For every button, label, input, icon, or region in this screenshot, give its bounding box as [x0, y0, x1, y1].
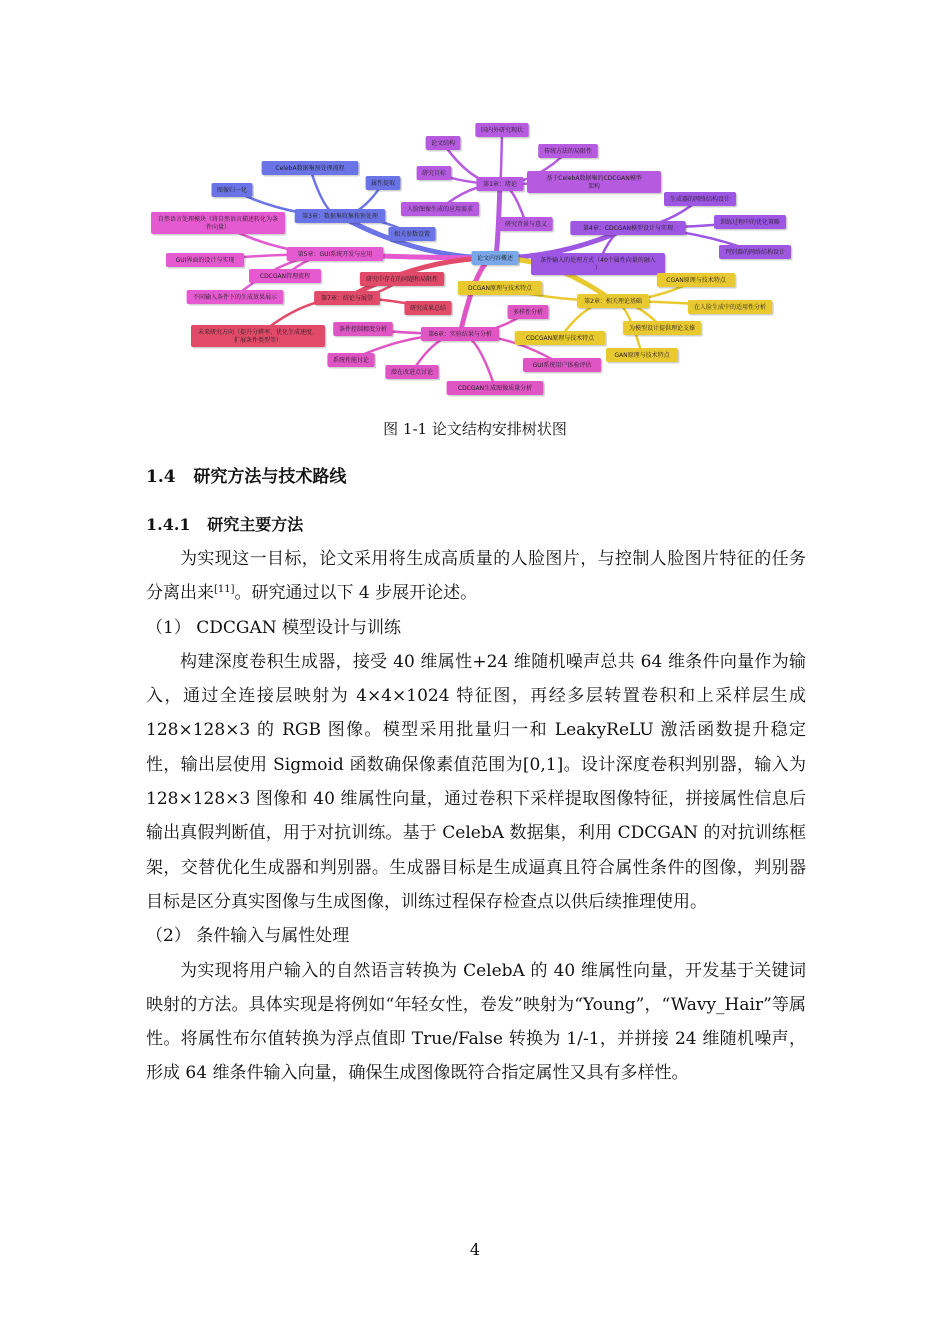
- mind-map-root-node: [471, 251, 520, 267]
- mind-map-leaf-node: [151, 212, 287, 236]
- branch-edge: [495, 184, 500, 258]
- mind-map-branch-node: [287, 247, 385, 263]
- list-item-2: （2） 条件输入与属性处理: [146, 926, 350, 947]
- mind-map-leaf-node-label: 自然语言处理模块（将自然语言描述转化为条: [157, 216, 279, 223]
- mind-map-leaf-node-label: DCGAN原理与技术特点: [467, 285, 533, 292]
- mind-map-leaf-node-label: 属性提取: [370, 180, 396, 187]
- mind-map-leaf-node: [664, 192, 738, 208]
- mind-map-leaf-node: [262, 161, 360, 177]
- page-number: 4: [469, 1240, 481, 1259]
- subsection-title: 研究主要方法: [207, 515, 304, 534]
- mind-map-leaf-node: [531, 253, 667, 277]
- body-text: [146, 542, 806, 1091]
- mind-map-leaf-node: [475, 123, 530, 139]
- mind-map-branch-node-label: 第5章：GUI系统开发与应用: [297, 251, 373, 258]
- mind-map-leaf-node-label: 研究中存在的问题和局限性: [365, 276, 439, 283]
- mind-map-leaf-node-label: 架构: [587, 183, 601, 190]
- mind-map-leaf-node: [515, 331, 607, 347]
- mind-map-leaf-node-label: 基于CelebA数据集的CDCGAN模型: [546, 175, 642, 182]
- mind-map-leaf-node-label: 不同输入条件下的生成效果展示: [192, 294, 278, 301]
- mind-map-leaf-node-label: 研究背景与意义: [504, 221, 548, 228]
- mind-map-branch-node-label: 第7章：结论与展望: [321, 295, 373, 302]
- mind-map-leaf-node: [523, 358, 603, 374]
- mind-map-leaf-node: [719, 245, 793, 261]
- paragraph-2: 构建深度卷积生成器，接受 40 维属性+24 维随机噪声总共 64 维条件向量作为输入，通过全连接层映射为 4×4×1024 特征图，再经多层转置卷积和上采样层生成 128×128×3 的 RGB 图像。模型采用批量归一和 LeakyReLU 激活函数提升稳定性，输出层使用 Sigmoid 函数确保像素值范围为[0,1]。设计深度卷积判别器，输入为 128×128×3 图像和 40 维属性向量，通过卷积下采样提取图像特征，拼接属性信息后输出真假判断值，用于对抗训练。基于 CelebA 数据集，利用 CDCGAN 的对抗训练框架，交替优化生成器和判别器。生成器目标是生成逼真且符合属性条件的图像，判别器目标是区分真实图像与生成图像，训练过程保存检查点以供后续推理使用。: [146, 651, 806, 912]
- figure-caption: 图 1-1 论文结构安排树状图: [383, 420, 567, 438]
- mind-map-leaf-node: [401, 202, 481, 218]
- mind-map-leaf-node-label: 扩展条件类型等）: [233, 337, 283, 344]
- paragraph-1-tail: 。研究通过以下 4 步展开论述。: [234, 583, 478, 604]
- section-number: 1.4: [146, 467, 176, 487]
- mind-map-leaf-node: [508, 305, 551, 321]
- mind-map-leaf-node: [447, 381, 545, 397]
- mind-map-leaf-node: [191, 325, 327, 349]
- mind-map-leaf-node-label: 条件控制精度分析: [338, 326, 388, 333]
- mind-map-leaf-node: [166, 253, 246, 269]
- mind-map-leaf-node-label: 生成器的网络结构设计: [669, 196, 731, 203]
- mind-map-branch-node: [577, 294, 651, 310]
- mind-map-svg: [150, 112, 800, 412]
- mind-map-leaf-node-label: 图像归一化: [216, 187, 248, 194]
- mind-map-leaf-node: [458, 281, 544, 297]
- mind-map-leaf-node: [187, 290, 285, 306]
- mind-map-leaf-node: [499, 217, 554, 233]
- mind-map-leaf-node-label: 未来研究方向（提升分辨率、优化生成速度、: [197, 329, 319, 336]
- mind-map-leaf-node: [212, 183, 255, 199]
- mind-map-leaf-node-label: 训练过程中的优化策略: [719, 219, 781, 226]
- mind-map-branch-node: [476, 177, 525, 193]
- mind-map-leaf-node-label: 相关参数设置: [393, 231, 431, 238]
- mind-map-leaf-node-label: CDCGAN管理流程: [259, 273, 311, 280]
- mind-map-branch-node-label: 第1章：绪论: [483, 181, 517, 188]
- mind-map-branch-node-label: 第6章：实验结果与分析: [428, 331, 492, 338]
- mind-map-leaf-node-label: 在人脸生成中的适用性分析: [693, 304, 767, 311]
- mind-map-leaf-node: [623, 321, 703, 337]
- mind-map-leaf-node: [366, 176, 402, 192]
- mind-map-figure: [150, 112, 800, 412]
- subsection-number: 1.4.1: [146, 515, 191, 534]
- mind-map-branch-node-label: 第4章：CDCGAN模型设计与实现: [582, 225, 674, 232]
- mind-map-leaf-node-label: GAN原理与技术特点: [614, 352, 670, 359]
- section-title: 研究方法与技术路线: [193, 467, 347, 487]
- mind-map-leaf-node-label: 研究目标: [421, 170, 447, 177]
- mind-map-leaf-node: [404, 301, 453, 317]
- mind-map-leaf-node-label: 系统性能讨论: [332, 357, 370, 364]
- mind-map-leaf-node-label: 判别器的网络结构设计: [724, 249, 786, 256]
- mind-map-leaf-node-label: 研究成果总结: [409, 305, 447, 312]
- mind-map-leaf-node-label: 件向量）: [205, 224, 231, 231]
- mind-map-leaf-node-label: CDCGAN生成图像质量分析: [457, 385, 533, 392]
- mind-map-branch-node: [570, 221, 687, 237]
- mind-map-leaf-node: [360, 272, 446, 288]
- list-item-1: （1） CDCGAN 模型设计与训练: [146, 617, 401, 638]
- mind-map-leaf-node: [527, 171, 663, 195]
- mind-map-branch-node: [295, 209, 387, 225]
- mind-map-leaf-node-label: 传统方法的局限性: [543, 148, 593, 155]
- mind-map-leaf-node-label: CDCGAN原理与技术特点: [525, 335, 595, 342]
- mind-map-leaf-node: [333, 322, 394, 338]
- mind-map-leaf-node: [606, 348, 680, 364]
- mind-map-leaf-node-label: GUI界面的设计与实现: [175, 257, 235, 264]
- mind-map-leaf-node: [417, 166, 453, 182]
- mind-map-leaf-node: [249, 269, 323, 285]
- mind-map-leaf-node-label: 多样性分析: [512, 309, 544, 316]
- paragraph-3: 为实现将用户输入的自然语言转换为 CelebA 的 40 维属性向量，开发基于关键词映射的方法。具体实现是将例如“年轻女性，卷发”映射为“Young”，“Wavy_Hair”等属性。将属性布尔值转换为浮点值即 True/False 转换为 1/-1，并拼接 24 维随机噪声，形成 64 维条件输入向量，确保生成图像既符合指定属性又具有多样性。: [146, 960, 806, 1084]
- mind-map-leaf-node: [538, 144, 599, 160]
- mind-map-root-node-label: 论文内容概述: [476, 255, 514, 262]
- mind-map-leaf-node-label: 论文结构: [430, 140, 456, 147]
- mind-map-leaf-node: [657, 273, 737, 289]
- paragraph-1: [146, 542, 806, 611]
- mind-map-leaf-node-label: GUI系统用户体验评估: [532, 362, 592, 369]
- mind-map-leaf-node: [426, 136, 462, 152]
- mind-map-leaf-node-label: 为模型设计提供理论支撑: [628, 325, 696, 332]
- mind-map-leaf-node-label: CGAN原理与技术特点: [666, 277, 726, 284]
- mind-map-leaf-node: [714, 215, 788, 231]
- mind-map-leaf-node-label: CelebA数据集预处理流程: [275, 165, 345, 172]
- mind-map-leaf-node: [327, 353, 376, 369]
- mind-map-leaf-node-label: ）: [594, 265, 602, 272]
- mind-map-branch-node-label: 第3章：数据集收集和预处理: [302, 213, 378, 220]
- paragraph-1-text: 为实现这一目标，论文采用将生成高质量的人脸图片，与控制人脸图片特征的任务分离出来: [146, 549, 806, 604]
- section-heading: [146, 462, 346, 487]
- citation-ref: [11]: [214, 584, 235, 596]
- mind-map-branch-node: [314, 291, 381, 307]
- mind-map-leaf-node-label: 人脸图像生成的应用需求: [406, 206, 474, 213]
- mind-map-leaf-node: [388, 227, 437, 243]
- mind-map-leaf-node-label: 条件输入的处理方式（40个属性向量的融入: [540, 257, 656, 264]
- mind-map-leaf-node-label: 国内外研究现状: [480, 127, 524, 134]
- mind-map-leaf-node: [688, 300, 774, 316]
- mind-map-leaf-node: [385, 365, 440, 381]
- mind-map-branch-node: [421, 327, 501, 343]
- mind-map-branch-node-label: 第2章：相关理论基础: [584, 298, 642, 305]
- subsection-heading: [146, 512, 303, 535]
- mind-map-leaf-node-label: 潜在改进点讨论: [390, 369, 434, 376]
